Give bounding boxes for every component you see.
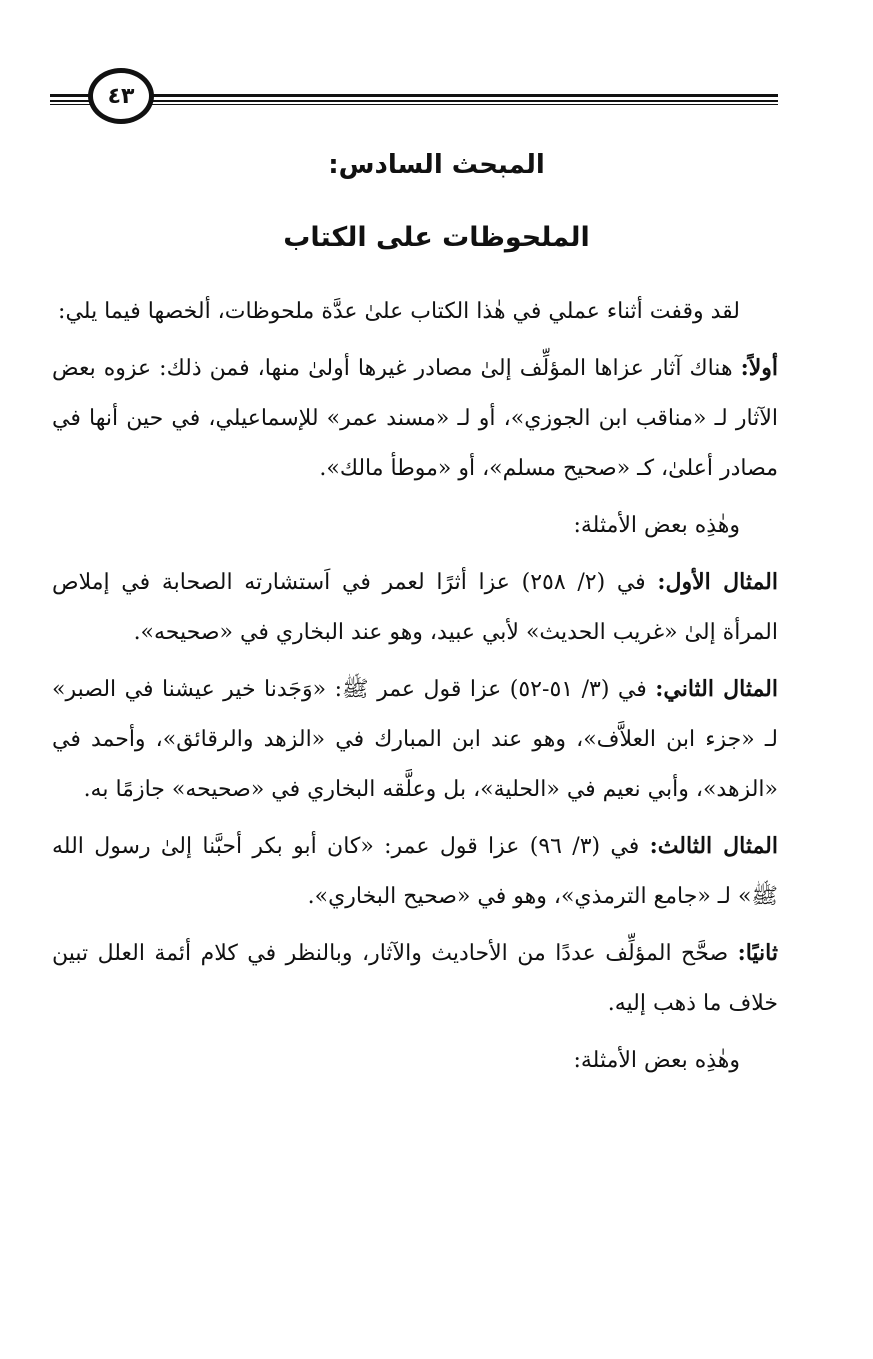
paragraph <box>52 664 778 815</box>
paragraph-lead: ثانيًا: <box>737 940 778 966</box>
paragraph-text: هناك آثار عزاها المؤلِّف إلىٰ مصادر غيرها أولىٰ منها، فمن ذلك: عزوه بعض الآثار لـ «مناقب ابن الجوزي»، أو لـ «مسند عمر» للإسماعيلي، في حين أنها في مصادر أعلىٰ، كـ «صحيح مسلم»، أو «موطأ مالك». <box>52 356 778 481</box>
section-label: المبحث السادس: <box>328 150 545 180</box>
paragraph-text: في (٣/ ٥١-٥٢) عزا قول عمر ﷺ: «وَجَدنا خير عيشنا في الصبر» لـ «جزء ابن العلاَّف»، وهو عند ابن المبارك في «الزهد والرقائق»، وأحمد في «الزهد»، وأبي نعيم في «الحلية»، بل وعلَّقه البخاري في «صحيحه» جازمًا به. <box>52 677 778 802</box>
paragraph-lead: أولاً: <box>740 355 778 381</box>
paragraph-text: في (٣/ ٩٦) عزا قول عمر: «كان أبو بكر أحبَّنا إلىٰ رسول الله ﷺ» لـ «جامع الترمذي»، وهو في «صحيح البخاري». <box>52 834 778 909</box>
paragraph <box>52 557 778 658</box>
page-header <box>50 68 778 128</box>
paragraph-text: لقد وقفت أثناء عملي في هٰذا الكتاب علىٰ عدَّة ملحوظات، ألخصها فيما يلي: <box>58 299 740 324</box>
paragraph-text: وهٰذِه بعض الأمثلة: <box>573 513 740 538</box>
paragraph-text: صحَّح المؤلِّف عددًا من الأحاديث والآثار، وبالنظر في كلام أئمة العلل تبين خلاف ما ذهب إليه. <box>52 941 778 1016</box>
paragraph <box>52 286 778 337</box>
page-number: ٤٣ <box>107 83 135 109</box>
paragraph-lead: المثال الثالث: <box>649 833 779 859</box>
section-title: الملحوظات على الكتاب <box>283 222 590 253</box>
paragraph-lead: المثال الأول: <box>657 569 778 595</box>
paragraph <box>52 928 778 1029</box>
paragraph-text: وهٰذِه بعض الأمثلة: <box>573 1048 740 1073</box>
paragraph <box>52 343 778 494</box>
body-text <box>52 286 778 1092</box>
paragraph <box>52 1035 778 1086</box>
header-rule <box>50 94 778 97</box>
paragraph <box>52 821 778 922</box>
header-rule <box>50 100 778 102</box>
page-number-badge <box>88 68 154 124</box>
paragraph-lead: المثال الثاني: <box>655 676 778 702</box>
paragraph <box>52 500 778 551</box>
paragraph-text: في (٢/ ٢٥٨) عزا أثرًا لعمر في اَستشارته الصحابة في إملاص المرأة إلىٰ «غريب الحديث» لأبي عبيد، وهو عند البخاري في «صحيحه». <box>52 570 778 645</box>
header-rule <box>50 104 778 106</box>
